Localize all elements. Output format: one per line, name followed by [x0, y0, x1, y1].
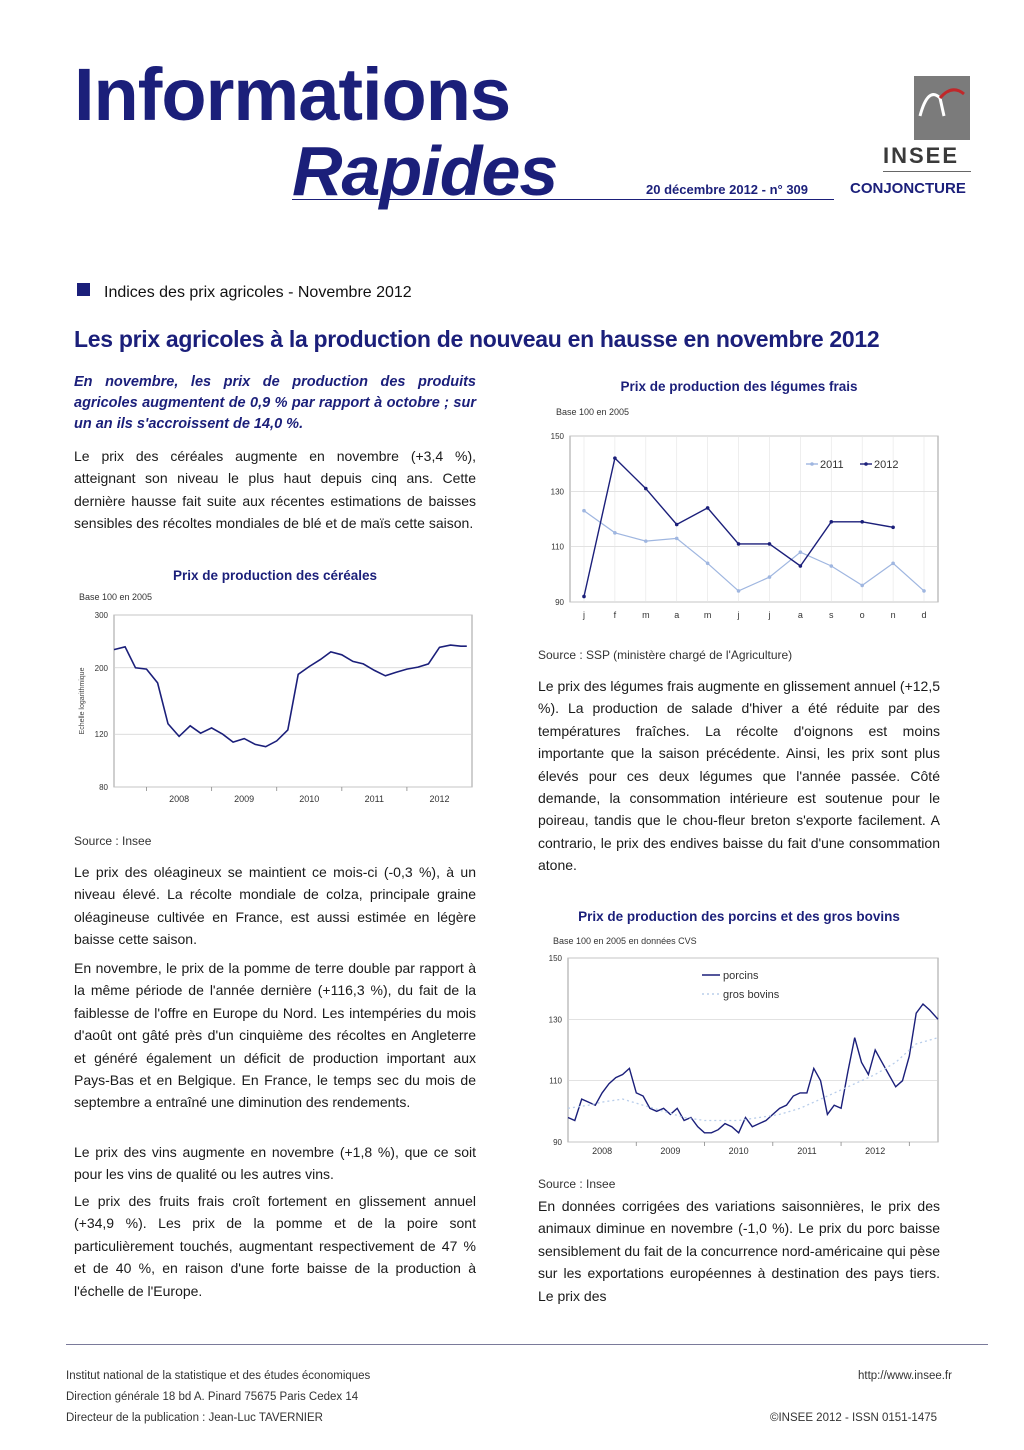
legumes-point-2012 [891, 526, 895, 530]
cereales-y-tick-label: 300 [94, 611, 108, 620]
section-label: Indices des prix agricoles - Novembre 2012 [104, 284, 412, 301]
footer-url-link[interactable]: http://www.insee.fr [858, 1370, 952, 1382]
paragraph-legumes: Le prix des légumes frais augmente en glissement annuel (+12,5 %). La production de salade d'hiver a été réduite par des températures fraîches. La récolte d'oignons est moins importante que la saison précédente. Ainsi, les prix sont plus élevés pour ces deux légumes que l'année passée. Côté demande, la consommation intérieure est soutenue pour le poireau, tandis que le chou-fleur breton s'exporte facilement. A contrario, le prix des endives baisse du fait d'une consommation atone. [538, 678, 940, 874]
animaux-y-tick-label: 110 [549, 1076, 562, 1086]
legumes-point-2012 [582, 595, 586, 599]
legumes-point-2011 [675, 537, 679, 541]
chart-note-animaux: Base 100 en 2005 en données CVS [553, 936, 697, 946]
masthead-title: Informations [74, 53, 511, 136]
legumes-point-2012 [860, 520, 864, 524]
cereales-x-tick-label: 2008 [169, 794, 190, 804]
animaux-plot-area [568, 958, 938, 1142]
cereales-y-tick-label: 120 [94, 730, 108, 740]
chart-animaux [538, 950, 940, 1170]
legumes-x-tick-label: m [703, 610, 712, 620]
insee-logo-mark [914, 76, 970, 140]
cereales-y-tick-label: 200 [94, 663, 108, 673]
issue-date: 20 décembre 2012 - n° 309 [646, 182, 809, 197]
footer-director: Directeur de la publication : Jean-Luc TAVERNIER [66, 1412, 323, 1424]
animaux-legend-label: porcins [723, 970, 759, 982]
legumes-point-2011 [891, 561, 895, 565]
legumes-x-tick-label: j [768, 610, 771, 620]
legumes-point-2012 [737, 542, 741, 546]
paragraph-pomme-de-terre: En novembre, le prix de la pomme de terre double par rapport à la même période de l'année dernière (+116,3 %), du fait de la faiblesse de l'offre en Europe du Nord. Les intempéries du mois d'août ont gâté près d'un cinquième des récoltes en Angleterre et généré également un déficit de production important aux Pays-Bas et en Belgique. En France, le temps sec du mois de septembre a entraîné une diminution des rendements. [74, 960, 476, 1111]
legumes-point-2012 [644, 487, 648, 491]
footer-copyright: ©INSEE 2012 - ISSN 0151-1475 [770, 1412, 938, 1424]
legumes-point-2011 [799, 550, 803, 554]
legumes-legend-label: 2012 [874, 459, 899, 471]
legumes-point-2012 [768, 542, 772, 546]
legumes-point-2012 [829, 520, 833, 524]
legumes-legend-marker [864, 462, 868, 466]
legumes-point-2012 [613, 456, 617, 460]
footer-divider [66, 1344, 988, 1345]
animaux-x-tick-label: 2012 [865, 1146, 886, 1156]
headline: Les prix agricoles à la production de nouveau en hausse en novembre 2012 [74, 326, 880, 352]
source-cereales: Source : Insee [74, 834, 152, 848]
animaux-y-tick-label: 150 [548, 954, 562, 963]
chart-title-cereales: Prix de production des céréales [172, 568, 378, 583]
legumes-point-2011 [582, 509, 586, 513]
paragraph-oleagineux: Le prix des oléagineux se maintient ce mois-ci (-0,3 %), à un niveau élevé. La récolte mondiale de colza, principale graine oléagineuse cultivée en France, est aussi estimée en légère baisse cette saison. [74, 864, 476, 948]
source-animaux: Source : Insee [538, 1177, 616, 1191]
footer-address: Direction générale 18 bd A. Pinard 75675 Paris Cedex 14 [66, 1391, 359, 1403]
legumes-x-tick-label: j [583, 610, 585, 620]
paragraph-cereales: Le prix des céréales augmente en novembre (+3,4 %), atteignant son niveau le plus haut depuis cinq ans. Cette dernière hausse fait suite aux récentes estimations de baisses sensibles des récoltes mondiales de blé et de maïs cette saison. [74, 448, 476, 532]
legumes-x-tick-label: a [797, 610, 803, 620]
logo-text: INSEE [883, 143, 960, 168]
legumes-point-2011 [922, 589, 926, 593]
legumes-legend-label: 2011 [820, 459, 844, 471]
legumes-point-2011 [613, 531, 617, 535]
legumes-x-tick-label: a [674, 610, 680, 620]
legumes-x-tick-label: j [737, 610, 740, 620]
chart-title-animaux: Prix de production des porcins et des gros bovins [578, 909, 900, 924]
footer-institute: Institut national de la statistique et des études économiques [66, 1370, 371, 1382]
paragraph-fruits: Le prix des fruits frais croît fortement en glissement annuel (+34,9 %). Les prix de la pomme et de la poire sont particulièrement touchés, augmentant respectivement de 47 % et de 40 %, en raison d'une forte baisse de la production à l'échelle de l'Europe. [74, 1193, 476, 1299]
chart-legumes [538, 426, 940, 626]
chart-cereales [74, 605, 476, 815]
animaux-x-tick-label: 2009 [660, 1146, 681, 1156]
legumes-x-tick-label: n [890, 610, 896, 620]
cereales-y-axis-label: Echelle logarithmique [79, 667, 86, 735]
section-bullet-icon [77, 283, 90, 296]
animaux-x-tick-label: 2011 [797, 1146, 817, 1156]
cereales-x-tick-label: 2011 [364, 794, 385, 804]
cereales-x-tick-label: 2010 [299, 794, 320, 804]
legumes-x-tick-label: f [613, 610, 617, 620]
legumes-x-tick-label: s [829, 610, 834, 620]
animaux-y-tick-label: 130 [548, 1015, 562, 1025]
chart-note-legumes: Base 100 en 2005 [556, 407, 630, 417]
source-legumes: Source : SSP (ministère chargé de l'Agriculture) [538, 648, 793, 662]
paragraph-vins: Le prix des vins augmente en novembre (+1,8 %), que ce soit pour les vins de qualité ou les autres vins. [74, 1144, 476, 1183]
animaux-y-tick-label: 90 [553, 1138, 562, 1147]
animaux-legend-label: gros bovins [723, 989, 780, 1001]
masthead-subtitle: Rapides [292, 132, 558, 210]
masthead-underline [292, 199, 834, 200]
chart-note-cereales: Base 100 en 2005 [79, 592, 153, 602]
legumes-y-tick-label: 130 [550, 487, 564, 497]
legumes-point-2012 [675, 523, 679, 527]
legumes-point-2011 [860, 584, 864, 588]
paragraph-animaux: En données corrigées des variations saisonnières, le prix des animaux diminue en novembre (-1,0 %). Le prix du porc baisse sensiblement du fait de la concurrence nord-américaine qui pèse sur les exportations européennes à destination des pays tiers. Le prix des [538, 1198, 940, 1304]
logo-subtitle: CONJONCTURE [850, 180, 966, 197]
chart-title-legumes: Prix de production des légumes frais [620, 379, 858, 394]
legumes-y-tick-label: 110 [551, 542, 564, 552]
animaux-x-tick-label: 2010 [728, 1146, 749, 1156]
legumes-point-2011 [737, 589, 741, 593]
insee-logo-icon [914, 76, 970, 140]
cereales-y-tick-label: 80 [99, 783, 108, 792]
legumes-point-2012 [799, 564, 803, 568]
legumes-point-2011 [644, 539, 648, 543]
animaux-x-tick-label: 2008 [592, 1146, 613, 1156]
legumes-x-tick-label: o [859, 610, 865, 620]
legumes-x-tick-label: m [642, 610, 650, 620]
legumes-point-2012 [706, 506, 710, 510]
legumes-x-tick-label: d [921, 610, 927, 620]
legumes-point-2011 [829, 564, 833, 568]
legumes-y-tick-label: 150 [550, 432, 564, 441]
legumes-point-2011 [706, 561, 710, 565]
logo-divider [883, 171, 971, 172]
cereales-x-tick-label: 2012 [429, 794, 450, 804]
legumes-point-2011 [768, 575, 772, 579]
legumes-legend-marker [810, 462, 814, 466]
lead-paragraph: En novembre, les prix de production des produits agricoles augmentent de 0,9 % par rapport à octobre ; sur un an ils s'accroissent de 14,0 %. [74, 374, 476, 432]
legumes-y-tick-label: 90 [555, 598, 564, 607]
cereales-x-tick-label: 2009 [234, 794, 255, 804]
